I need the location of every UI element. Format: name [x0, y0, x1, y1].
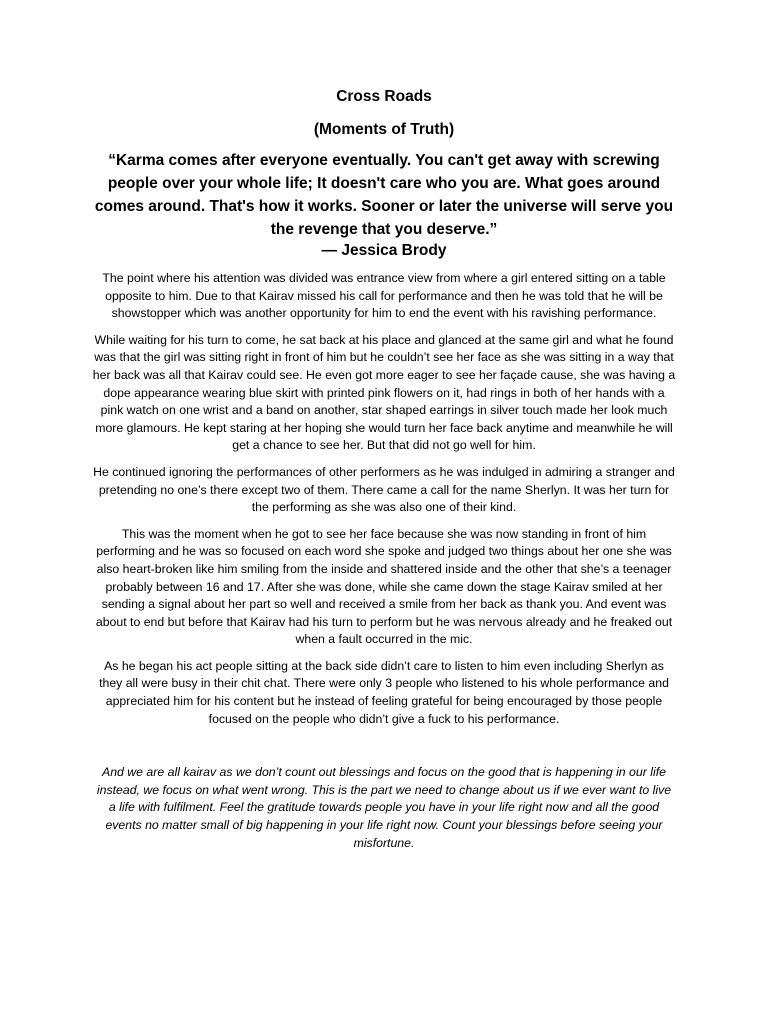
document-title: Cross Roads	[336, 88, 432, 105]
body-paragraph-3: He continued ignoring the performances of other performers as he was indulged in admiring a stranger and pretending no one’s there except two of them. There came a call for the name Sherlyn. It was her turn for the performing as she was also one of their kind.	[93, 464, 675, 515]
body-paragraph-4: This was the moment when he got to see her face because she was now standing in front of him performing and he was so focused on each word she spoke and judged two things about her one she was also heart-broken like him smiling from the inside and shattered inside and the other that she’s a teenager probably between 16 and 17. After she was done, while she came down the stage Kairav smiled at her sending a signal about her part so well and received a smile from her back as thank you. And event was about to end but before that Kairav had his turn to perform but he was nervous already and he freaked out when a fault occurred in the mic.	[95, 526, 673, 647]
closing-paragraph: And we are all kairav as we don’t count out blessings and focus on the good that is happening in our life instead, we focus on what went wrong. This is the part we need to change about us if we ever want to live a life with fulfilment. Feel the gratitude towards people you have in your life right now and all the good events no matter small of big happening in your life right now. Count your blessings before seeing your misfortune.	[96, 765, 672, 850]
epigraph-author: ― Jessica Brody	[321, 242, 447, 259]
body-paragraph-1: The point where his attention was divided was entrance view from where a girl entered sitting on a table opposite to him. Due to that Kairav missed his call for performance and then he was told that he will be showstopper which was another opportunity for him to end the event with his ravishing performance.	[102, 271, 666, 321]
document-page	[92, 86, 676, 852]
epigraph-quote: “Karma comes after everyone eventually. You can't get away with screwing people over your whole life; It doesn't care who you are. What goes around comes around. That's how it works. Sooner or later the universe will serve you the revenge that you deserve.”	[94, 152, 674, 238]
document-subtitle: (Moments of Truth)	[313, 121, 455, 138]
body-paragraph-2: While waiting for his turn to come, he sat back at his place and glanced at the same girl and what he found was that the girl was sitting right in front of him but he couldn’t see her face as she was sitting in a way that her back was all that Kairav could see. He even got more eager to see her façade cause, she was having a dope appearance wearing blue skirt with printed pink flowers on it, had rings in both of her hands with a pink watch on one wrist and a band on another, star shaped earrings in silver touch made her look much more glamours. He kept staring at her hoping she would turn her face back anytime and meanwhile he will get a chance to see her. But that did not go well for him.	[92, 332, 676, 453]
body-paragraph-5: As he began his act people sitting at the back side didn’t care to listen to him even including Sherlyn as they all were busy in their chit chat. There were only 3 people who listened to his whole performance and appreciated him for his content but he instead of feeling grateful for being encouraged by those people focused on the people who didn’t give a fuck to his performance.	[99, 658, 669, 726]
